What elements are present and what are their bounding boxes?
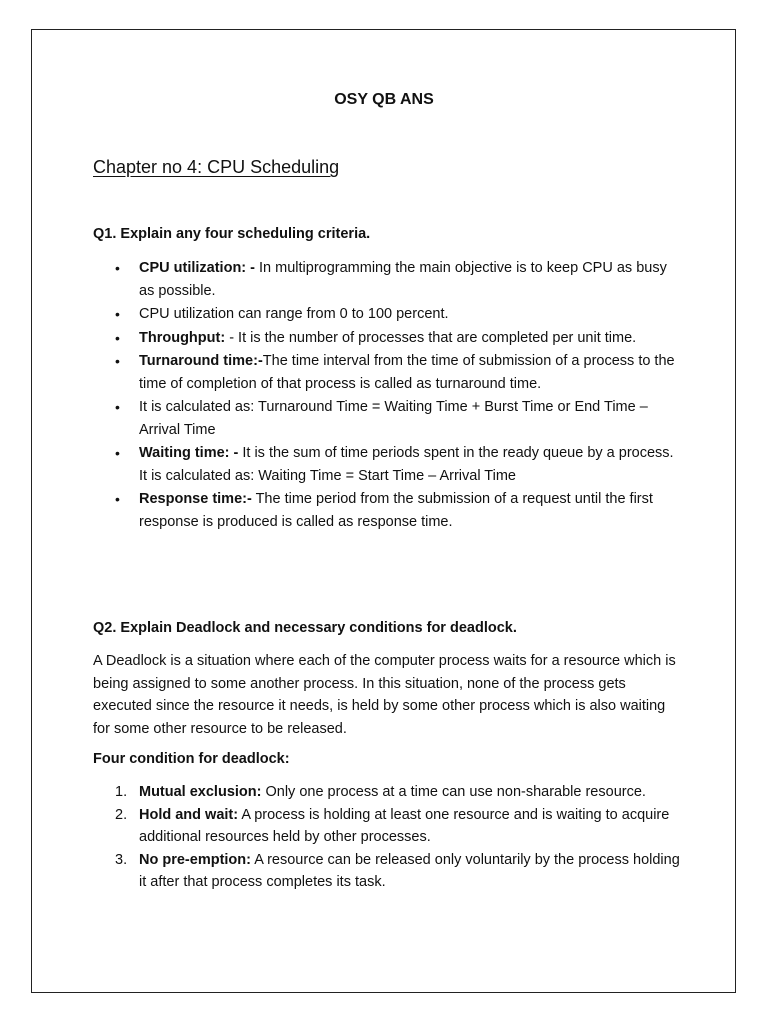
document-title: OSY QB ANS (334, 91, 434, 108)
condition-term: Mutual exclusion: (139, 784, 262, 800)
criterion-text: - It is the number of processes that are completed per unit time. (225, 329, 637, 346)
condition-term: No pre-emption: (139, 851, 251, 868)
list-item (93, 303, 683, 326)
list-number: 1. (115, 784, 128, 800)
condition-text: A process is holding at least one resource and is waiting to acquire additional resources held by other processes. (139, 806, 670, 845)
condition-term: Hold and wait: (139, 806, 239, 823)
criterion-text: The time interval from the time of submission of a process to the time of completion of that process is called as turnaround time. (139, 353, 675, 392)
criterion-term: Response time:- (139, 491, 252, 507)
bullet-icon: • (115, 399, 120, 415)
condition-text: A resource can be released only voluntarily by the process holding it after that process completes its task. (139, 851, 680, 890)
criterion-term: Throughput: (139, 329, 226, 346)
bullet-icon: • (115, 445, 120, 461)
list-number: 2. (115, 806, 128, 823)
scheduling-criteria-list (93, 257, 683, 534)
list-item (93, 257, 683, 302)
question-2-heading: Q2. Explain Deadlock and necessary conditions for deadlock. (93, 620, 517, 636)
list-item (93, 327, 683, 350)
list-item (93, 849, 683, 894)
deadlock-conditions-list (93, 781, 683, 894)
criterion-term: CPU utilization: - (139, 260, 255, 276)
bullet-icon: • (115, 260, 120, 276)
bullet-icon: • (115, 491, 120, 507)
list-item (93, 781, 683, 804)
criterion-text: The time period from the submission of a request until the first response is produced is called as response time. (139, 491, 653, 530)
criterion-term: Waiting time: - (139, 445, 239, 461)
list-item (93, 396, 683, 441)
deadlock-definition-paragraph: A Deadlock is a situation where each of the computer process waits for a resource which is being assigned to some another process. In this situation, none of the process gets executed since the resource it needs, is held by some other process which is also waiting for some other resource to be released. (93, 653, 676, 737)
list-item (93, 804, 683, 849)
condition-text: Only one process at a time can use non-sharable resource. (261, 784, 646, 800)
list-number: 3. (115, 851, 128, 868)
list-item (93, 350, 683, 395)
list-item (93, 442, 683, 487)
chapter-heading: Chapter no 4: CPU Scheduling (93, 157, 340, 177)
bullet-icon: • (115, 306, 120, 322)
list-item (93, 488, 683, 533)
bullet-icon: • (115, 353, 120, 369)
criterion-text: CPU utilization can range from 0 to 100 percent. (139, 306, 449, 322)
conditions-heading: Four condition for deadlock: (93, 751, 290, 767)
bullet-icon: • (115, 329, 120, 346)
criterion-text: It is calculated as: Turnaround Time = Waiting Time + Burst Time or End Time – Arrival Time (139, 399, 648, 438)
criterion-text: It is the sum of time periods spent in the ready queue by a process. It is calculated as: Waiting Time = Start Time – Arrival Time (139, 445, 674, 484)
criterion-text: In multiprogramming the main objective is to keep CPU as busy as possible. (139, 260, 667, 299)
criterion-term: Turnaround time:- (139, 353, 263, 369)
question-1-heading: Q1. Explain any four scheduling criteria. (93, 226, 371, 242)
